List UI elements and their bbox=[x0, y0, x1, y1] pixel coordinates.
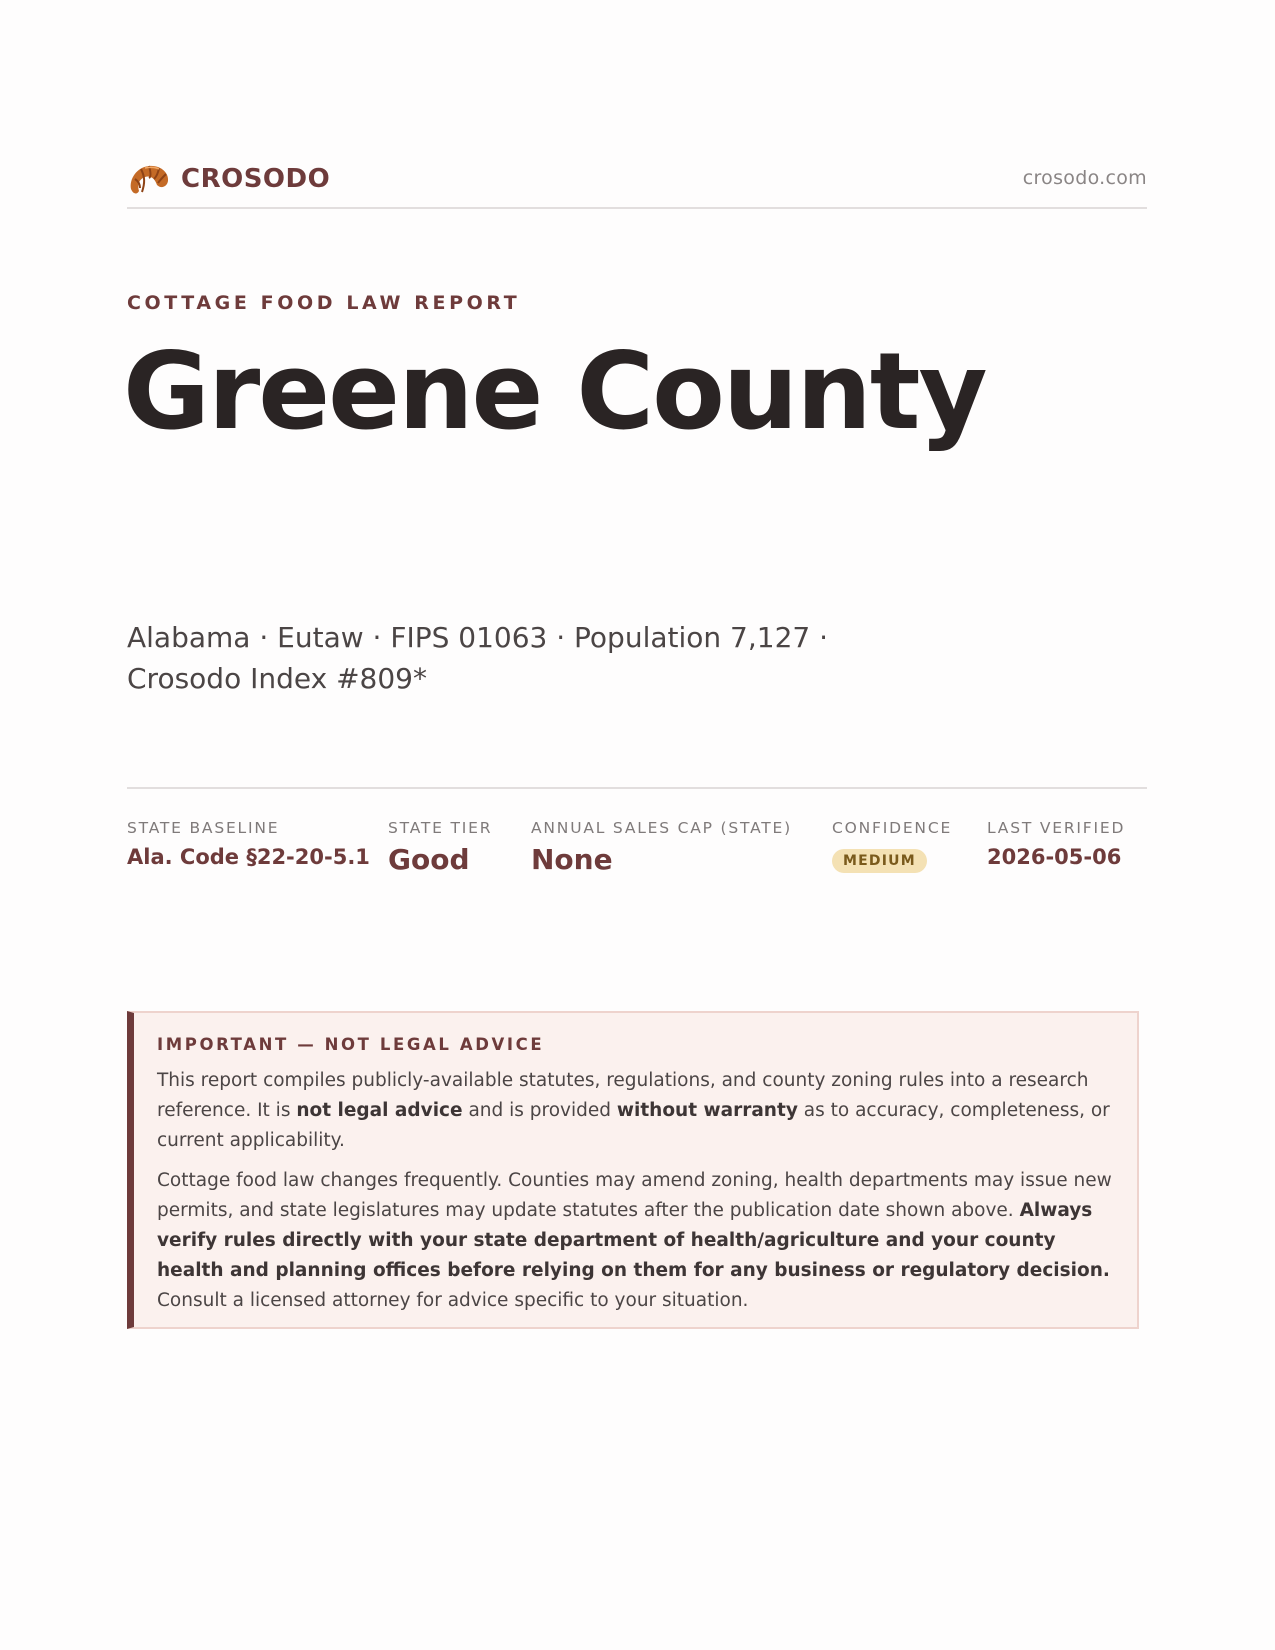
stat-value: Ala. Code §22-20-5.1 bbox=[127, 845, 370, 869]
brand[interactable] bbox=[127, 159, 330, 199]
stat-state-tier bbox=[388, 819, 492, 876]
notice-text: and is provided bbox=[462, 1100, 617, 1121]
stat-value: None bbox=[531, 843, 613, 876]
stat-label: ANNUAL SALES CAP (STATE) bbox=[531, 819, 792, 837]
stat-label: LAST VERIFIED bbox=[987, 819, 1126, 837]
stat-confidence bbox=[832, 819, 952, 873]
county-subtitle: Alabama · Eutaw · FIPS 01063 · Population 7,127 · Crosodo Index #809* bbox=[127, 621, 828, 695]
notice-paragraph bbox=[157, 1066, 1125, 1156]
notice-text: Consult a licensed attorney for advice specific to your situation. bbox=[157, 1290, 749, 1311]
stat-last-verified bbox=[987, 819, 1125, 869]
site-url-link[interactable]: crosodo.com bbox=[1022, 167, 1147, 189]
stat-value: Good bbox=[388, 843, 470, 876]
stat-label: STATE BASELINE bbox=[127, 819, 280, 837]
confidence-badge: MEDIUM bbox=[832, 849, 927, 873]
notice-text: This report compiles publicly-available statutes, regulations, and county zoning rules into a research reference. It is bbox=[157, 1070, 1089, 1121]
page-header bbox=[127, 157, 1147, 209]
legal-notice bbox=[127, 1011, 1139, 1329]
stat-label: STATE TIER bbox=[388, 819, 493, 837]
stat-sales-cap bbox=[531, 819, 792, 876]
notice-text: Cottage food law changes frequently. Counties may amend zoning, health departments may issue new permits, and state legislatures may update statutes after the publication date shown above. bbox=[157, 1170, 1112, 1221]
notice-emphasis: without warranty bbox=[616, 1100, 798, 1121]
notice-emphasis: Always verify rules directly with your state department of health/agriculture and your county health and planning offices before relying on them for any business or regulatory decision. bbox=[157, 1200, 1110, 1281]
stat-label: CONFIDENCE bbox=[832, 819, 953, 837]
notice-text: as to accuracy, completeness, or current applicability. bbox=[157, 1100, 1110, 1151]
notice-emphasis: not legal advice bbox=[296, 1100, 463, 1121]
report-kicker: COTTAGE FOOD LAW REPORT bbox=[127, 292, 521, 314]
notice-title: IMPORTANT — NOT LEGAL ADVICE bbox=[157, 1035, 545, 1054]
croissant-icon bbox=[127, 159, 171, 199]
report-page bbox=[123, 0, 1147, 1650]
notice-paragraph bbox=[157, 1166, 1125, 1316]
brand-name: CROSODO bbox=[181, 164, 331, 194]
stat-state-baseline bbox=[127, 819, 370, 869]
page-title: Greene County bbox=[123, 330, 986, 453]
stat-value: 2026-05-06 bbox=[987, 845, 1122, 869]
stats-row bbox=[127, 787, 1147, 876]
